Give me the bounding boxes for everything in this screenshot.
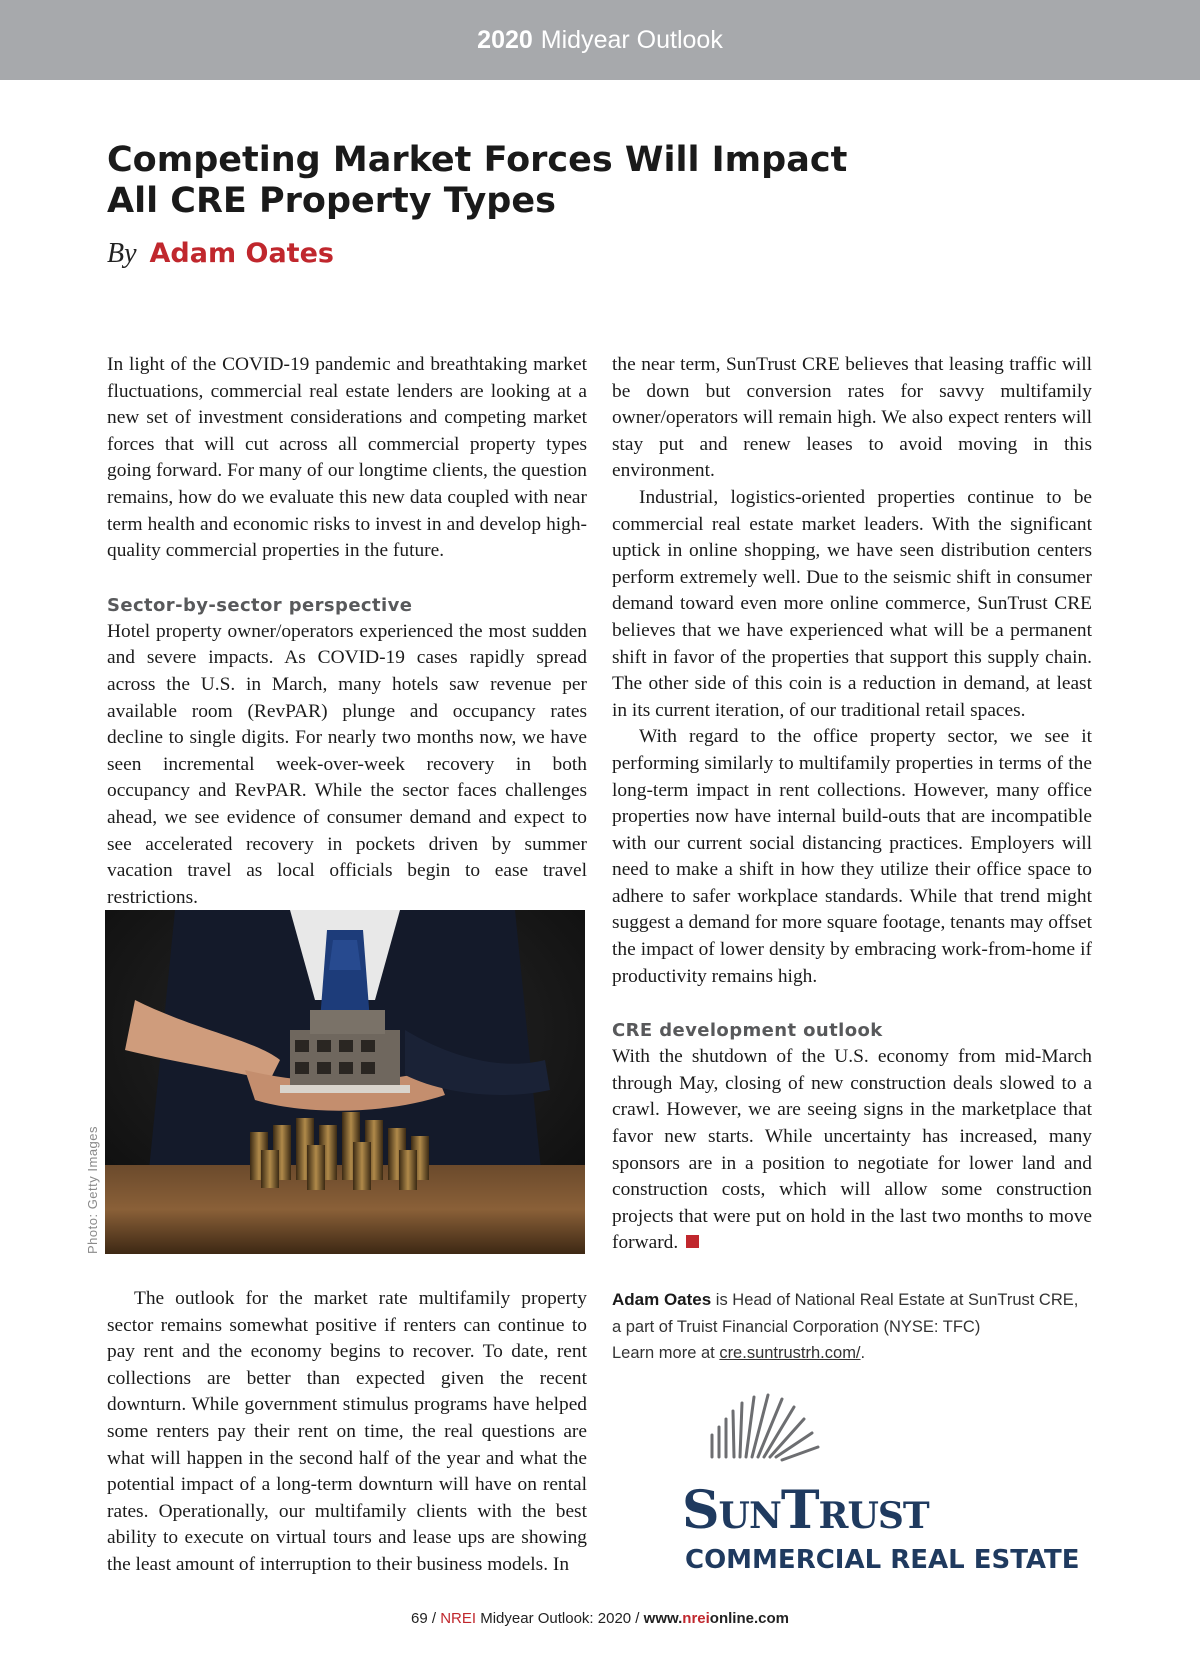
subhead-development: CRE development outlook bbox=[612, 1020, 883, 1042]
paragraph-gap bbox=[107, 565, 587, 592]
footer-page-number: 69 bbox=[411, 1610, 428, 1627]
footer-publication: NREI bbox=[440, 1610, 477, 1627]
article-photo bbox=[105, 910, 585, 1254]
author-bio bbox=[612, 1287, 1102, 1367]
logo-tagline: COMMERCIAL REAL ESTATE bbox=[685, 1545, 1080, 1575]
footer-site-brand: nrei bbox=[682, 1610, 710, 1627]
title-line-2: All CRE Property Types bbox=[107, 181, 556, 221]
byline-by: By bbox=[107, 238, 137, 269]
paragraph-intro: In light of the COVID-19 pandemic and breathtaking market fluctuations, commercial real estate lenders are looking at a new set of investment considerations and competing market forces that will cut across all commercial property types going forward. For many of our longtime clients, the question remains, how do we evaluate this new data coupled with near term health and economic risks to invest in and develop high-quality commercial properties in the future. bbox=[107, 354, 587, 562]
paragraph-industrial: Industrial, logistics-oriented properties continue to be commercial real estate market leaders. With the significant uptick in online shopping, we have seen distribution centers perform extremely well. Due to the seismic shift in consumer demand toward even more online commerce, SunTrust CRE believes that we have experienced what will be a permanent shift in favor of the properties that support this supply chain. The other side of this coin is a reduction in demand, at least in its current iteration, of our traditional retail spaces. bbox=[612, 486, 1092, 721]
bio-line-3 bbox=[612, 1340, 1102, 1367]
bio-name: Adam Oates bbox=[612, 1290, 712, 1309]
paragraph-gap bbox=[612, 990, 1092, 1017]
article-title bbox=[107, 140, 867, 222]
footer-site-suffix: online.com bbox=[709, 1610, 789, 1627]
bio-role: is Head of National Real Estate at SunTrust CRE, bbox=[711, 1291, 1079, 1309]
column-1-bottom bbox=[107, 1286, 587, 1579]
paragraph-hotel: Hotel property owner/operators experienced the most sudden and severe impacts. As COVID-19 cases rapidly spread across the U.S. in March, many hotels saw revenue per available room (RevPAR) plunge and occupancy rates decline to single digits. For nearly two months now, we have seen incremental week-over-week recovery in both occupancy and RevPAR. While the sector faces challenges ahead, we see evidence of consumer demand and expect to see accelerated recovery in pockets driven by summer vacation travel as local officials begin to ease travel restrictions. bbox=[107, 620, 587, 908]
bio-link[interactable]: cre.suntrustrh.com/ bbox=[719, 1344, 861, 1363]
header-year: 2020 bbox=[477, 25, 533, 54]
photo-credit: Photo: Getty Images bbox=[85, 1125, 100, 1254]
footer-site-prefix: www. bbox=[643, 1610, 683, 1627]
footer-separator: / bbox=[631, 1610, 644, 1627]
column-1-top bbox=[107, 352, 587, 911]
logo-brand: SunTrust bbox=[682, 1480, 929, 1541]
footer-separator: / bbox=[427, 1610, 441, 1627]
end-mark-icon bbox=[686, 1235, 699, 1248]
paragraph-development-text: With the shutdown of the U.S. economy from mid-March through May, closing of new construction deals slowed to a crawl. However, we are seeing signs in the marketplace that favor new starts. While uncertainty has increased, many sponsors are in a position to negotiate for lower land and construction costs, which will allow some construction projects that were put on hold in the last two months to move forward. bbox=[612, 1046, 1092, 1254]
header-bar bbox=[0, 0, 1200, 80]
photo-illustration bbox=[105, 910, 585, 1254]
paragraph-office: With regard to the office property sector, we see it performing similarly to multifamily properties in terms of the long-term impact in rent collections. However, many office properties now have internal build-outs that are incompatible with our current social distancing practices. Employers will need to make a shift in how they utilize their office space to adhere to safer workplace standards. While that trend might suggest a demand for more square footage, tenants may offset the impact of lower density by embracing work-from-home if productivity remains high. bbox=[612, 726, 1092, 987]
footer-site-link[interactable] bbox=[644, 1610, 789, 1627]
byline bbox=[107, 234, 334, 274]
bio-line-1 bbox=[612, 1287, 1102, 1314]
subhead-sector: Sector-by-sector perspective bbox=[107, 594, 413, 616]
bio-period: . bbox=[860, 1344, 866, 1363]
header-label: Midyear Outlook bbox=[540, 25, 723, 54]
page-footer bbox=[0, 1610, 1200, 1627]
paragraph-multifamily: The outlook for the market rate multifamily property sector remains somewhat positive if renters can continue to pay rent and the economy begins to recover. To date, rent collections are better than expected given the recent downturn. While government stimulus programs have helped some renters pay their rent on time, the real questions are what will happen in the second half of the year and what the potential impact of a long-term downturn will have on rental rates. Operationally, our multifamily clients with the best ability to execute on virtual tours and lease ups are showing the least amount of interruption to their business models. In bbox=[107, 1288, 587, 1575]
column-2 bbox=[612, 352, 1092, 1257]
byline-author: Adam Oates bbox=[149, 238, 334, 269]
bio-line-2: a part of Truist Financial Corporation (NYSE: TFC) bbox=[612, 1317, 981, 1336]
paragraph-near-term: the near term, SunTrust CRE believes that leasing traffic will be down but conversion rates for savvy multifamily owner/operators will remain high. We also expect renters will stay put and renew leases to avoid moving in this environment. bbox=[612, 354, 1092, 482]
paragraph-development bbox=[612, 1044, 1092, 1257]
footer-publication-rest: Midyear Outlook: 2020 bbox=[476, 1610, 632, 1627]
bio-learn-more: Learn more at bbox=[612, 1344, 720, 1363]
title-line-1: Competing Market Forces Will Impact bbox=[107, 140, 848, 180]
